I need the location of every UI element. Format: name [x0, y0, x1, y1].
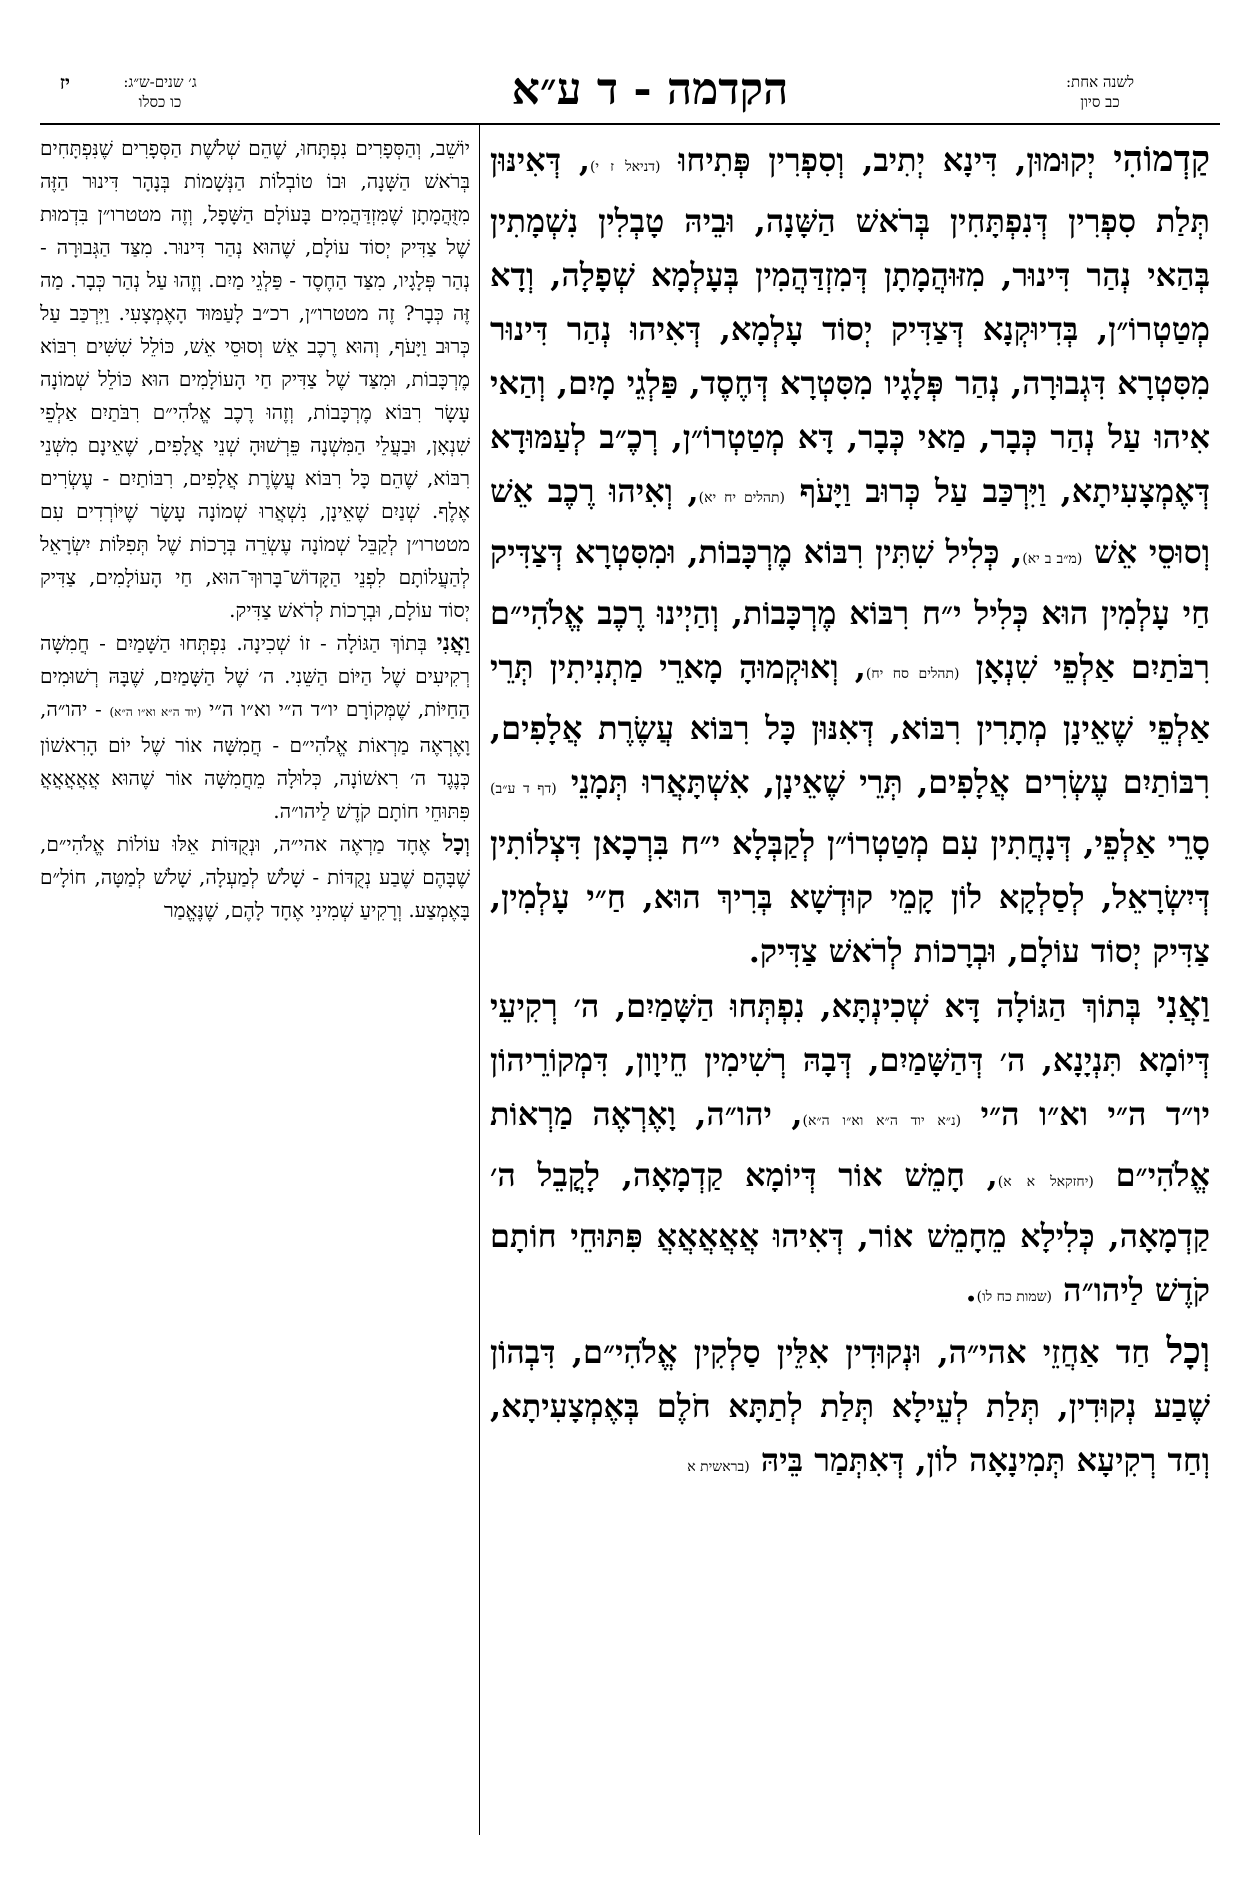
- main-source-ref: (שמות כח לו): [976, 1289, 1053, 1305]
- main-text-span: יְקוּמוּן, דִּינָא יְתִיב, וְסִפְרִין פְּתִיחוּ: [660, 141, 1114, 179]
- main-source-ref: (מ״ב ב יא): [1022, 551, 1083, 567]
- commentary-variant-ref: (יוד ה״א וא״ו ה״א): [109, 705, 202, 719]
- commentary-column: [40, 132, 470, 1832]
- main-text-column: [490, 132, 1210, 1832]
- main-text-span: סָרֵי אַלְפֵי, דְּנָחֲתִין עִם מְטַטְרוֹ״ן לְקַבְּלָא י״ח בִּרְכָאן דִּצְלוֹתִין דְּיִשְׂרָאֵל, לְסַלְקָא לוֹן קָמֵי קוּדְשָׁא בְּרִיךְ הוּא, חַ״י עָלְמִין, צַדִּיק יְסוֹד עוֹלָם, וּבְרָכוֹת לְרֹאשׁ צַדִּיק.: [490, 824, 1210, 970]
- main-text-span: , חָמֵשׁ אוֹר דְּיוֹמָא קַדְמָאָה, לָקֳבֵל ה׳ קַדְמָאָה, כְּלִילָא מֵחָמֵשׁ אוֹר, דְּאִיהוּ אֲאֲאֲאֲאֲ פִּתּוּחֵי חוֹתָם קֹדֶשׁ לַיהו״ה: [490, 1156, 1210, 1309]
- main-source-ref: (יחזקאל א א): [997, 1174, 1094, 1190]
- header-right-line1: לשנה אחת:: [1066, 73, 1134, 91]
- main-paragraph: [490, 1324, 1210, 1494]
- page-number: יז: [59, 72, 70, 94]
- commentary-lead-word: וְכָל: [442, 831, 470, 857]
- header-right-reading-schedule: [1010, 72, 1190, 122]
- commentary-paragraph: [40, 828, 470, 927]
- main-paragraph: [490, 978, 1210, 1324]
- main-source-ref: (דניאל ז י): [589, 159, 661, 175]
- main-text-span: , יהו״ה, וָאֶרְאֶה מַרְאוֹת אֱלֹהִי״ם: [490, 1095, 1210, 1194]
- main-source-ref: (תהלים יח יא): [698, 490, 785, 506]
- commentary-paragraph: [40, 627, 470, 828]
- main-text-span: , דְּאִינּוּן תְּלַת סִפְרִין דְּנִפְתָּחִין בְּרֹאשׁ הַשָּׁנָה, וּבֵיהּ טָבְלִין נִשְׁמָתִין בְּהַאי נְהַר דִּינוּר, מִזּוּהֲמָתָן דְּמִזְדַּהֲמִין בְּעָלְמָא שְׁפָלָה, וְדָא מְטַטְרוֹ״ן, בְּדִיוּקְנָא דְּצַדִּיק יְסוֹד עָלְמָא, דְּאִיהוּ נְהַר דִּינוּר מִסִּטְרָא דִּגְבוּרָה, נְהַר פְּלָגָיו מִסִּטְרָא דְּחֶסֶד, פַּלְגֵי מָיִם, וְהַאי אִיהוּ עַל נְהַר כְּבָר, מַאי כְּבָר, דָּא מְטַטְרוֹ״ן, רְכֶ״ב לְעַמּוּדָא דְּאֶמְצָעִיתָא, וַיִּרְכַּב עַל כְּרוּב וַיָּעֹף: [490, 141, 1210, 510]
- main-text-span: .: [965, 1271, 977, 1309]
- main-source-ref: (בראשית א: [687, 1459, 750, 1475]
- main-source-ref: (תהלים סח יח): [865, 666, 960, 682]
- column-divider: [479, 125, 480, 1835]
- header-divider: [40, 123, 1220, 125]
- commentary-paragraph: [40, 132, 470, 627]
- main-source-ref: (נ״א יוד ה״א וא״ו ה״א): [802, 1113, 962, 1129]
- commentary-text-span: יוֹשֵׁב, וְהַסְּפָרִים נִפְתָּחוּ, שֶׁהֵם שְׁלֹשֶׁת הַסְּפָרִים שֶׁנִּפְתָּחִים בְּרֹאשׁ הַשָּׁנָה, וּבוֹ טוֹבְלוֹת הַנְּשָׁמוֹת בְּנָהָר דִּינוּר הַזֶּה מִזֻּהֲמָתָן שֶׁמִּזְדַּהֲמִים בָּעוֹלָם הַשָּׁפָל, וְזֶה מטטרו״ן בִּדְמוּת שֶׁל צַדִּיק יְסוֹד עוֹלָם, שֶׁהוּא נְהַר דִּינוּר. מִצַּד הַגְּבוּרָה - נְהַר פְּלָגָיו, מִצַּד הַחֶסֶד - פַּלְגֵי מַיִם. וְזֶהוּ עַל נְהַר כְּבָר. מַה זֶּה כְּבָר? זֶה מטטרו״ן, רכ״ב לָעַמּוּד הָאֶמְצָעִי. וַיִּרְכַּב עַל כְּרוּב וַיָּעֹף, וְהוּא רֶכֶב אֵשׁ וְסוּסֵי אֵשׁ, כּוֹלֵל שִׁשִּׁים רִבּוֹא מֶרְכָּבוֹת, וּמִצַּד שֶׁל צַדִּיק חַי הָעוֹלָמִים הוּא כּוֹלֵל שְׁמוֹנָה עָשָׂר רִבּוֹא מֶרְכָּבוֹת, וְזֶהוּ רֶכֶב אֱלֹהִי״ם רִבֹּתַיִם אַלְפֵי שִׁנְאָן, וּבַעֲלֵי הַמִּשְׁנָה פֵּרְשׁוּהָ שְׁנֵי אֲלָפִים, שֶׁאֵינָם מִשְּׁנֵי רִבּוֹא, שֶׁהֵם כָּל רִבּוֹא עֲשֶׂרֶת אֲלָפִים, רִבּוֹתַיִם - עֶשְׂרִים אֶלֶף. שְׁנַיִם שֶׁאֵינָן, נִשְׁאֲרוּ שְׁמוֹנָה עָשָׂר שֶׁיּוֹרְדִים עִם מטטרו״ן לְקַבֵּל שְׁמוֹנָה עֶשְׂרֵה בְּרָכוֹת שֶׁל תְּפִלּוֹת יִשְׂרָאֵל לְהַעֲלוֹתָם לִפְנֵי הַקָּדוֹשׁ־בָּרוּךְ־הוּא, חַי הָעוֹלָמִים, צַדִּיק יְסוֹד עוֹלָם, וּבְרָכוֹת לְרֹאשׁ צַדִּיק.: [40, 136, 470, 622]
- commentary-lead-word: וַאֲנִי: [436, 630, 470, 656]
- main-paragraph: [490, 132, 1210, 978]
- header-left-line2: כו כסלו: [138, 93, 182, 111]
- commentary-text-span: בְּתוֹךְ הַגּוֹלָה - זוֹ שְׁכִינָה. נִפְתְּחוּ הַשָּׁמַיִם - חֲמִשָּׁה רְקִיעִים שֶׁל הַיּוֹם הַשֵּׁנִי. ה׳ שֶׁל הַשָּׁמַיִם, שֶׁבָּהּ רְשׁוּמִים הַחַיּוֹת, שֶׁמְּקוֹרָם יו״ד ה״י וא״ו ה״י: [40, 631, 470, 721]
- header-left-reading-schedule: [70, 72, 250, 122]
- main-text-span: , כְּלִיל שִׁתִּין רִבּוֹא מֶרְכָּבוֹת, וּמִסִּטְרָא דְּצַדִּיק חַי עָלְמִין הוּא כְּלִיל י״ח רִבּוֹא מֶרְכָּבוֹת, וְהַיְינוּ רֶכֶב אֱלֹהִי״ם רִבֹּתַיִם אַלְפֵי שִׁנְאָן: [490, 533, 1210, 686]
- main-lead-word: קַדְמוֹהִי: [1113, 138, 1210, 180]
- main-lead-word: וְכָל: [1166, 1330, 1210, 1372]
- main-text-span: , וְאוּקְמוּהָ מָארֵי מַתְנִיתִין תְּרֵי אַלְפֵי שֶׁאֵינָן מְתָרִין רִבּוֹא, דְּאִנּוּן כָּל רִבּוֹא עֲשֶׂרֶת אֲלָפִים, רִבּוֹתַיִם עֶשְׂרִים אֲלָפִים, תְּרֵי שֶׁאֵינָן, אִשְׁתָּאֲרוּ תְּמָנֵי: [490, 648, 1210, 801]
- main-page-ref: (דף ד ע״ב): [490, 781, 557, 797]
- main-lead-word: וַאֲנִי: [1156, 984, 1210, 1026]
- page-title: הקדמה - ד ע״א: [511, 64, 789, 115]
- commentary-text-span: אֶחָד מַרְאֶה אהי״ה, וּנְקֻדּוֹת אֵלּוּ עוֹלוֹת אֱלֹהִי״ם, שֶׁבָּהֶם שֶׁבַע נְקֻדּוֹת - שָׁלֹשׁ לְמַעְלָה, שָׁלֹשׁ לְמַטָּה, חוֹלָ״ם בָּאֶמְצַע. וְרָקִיעַ שְׁמִינִי אֶחָד לָהֶם, שֶׁנֶּאֱמַר: [40, 832, 470, 922]
- main-text-span: , וְאִיהוּ רֶכֶב אֵשׁ וְסוּסֵי אֵשׁ: [490, 472, 1210, 571]
- header-left-line1: ג׳ שנים-ש״ג:: [123, 73, 197, 91]
- main-text-span: בְּתוֹךְ הַגּוֹלָה דָּא שְׁכִינְתָּא, נִפְתְּחוּ הַשָּׁמַיִם, ה׳ רְקִיעֵי דְּיוֹמָא תִּנְיָנָא, ה׳ דְּהַשָּׁמַיִם, דְּבָהּ רְשִׁימִין חֵיוָון, דִּמְקוֹרֵיהוֹן יו״ד ה״י וא״ו ה״י: [490, 987, 1210, 1133]
- main-text-span: חַד אַחֲזֵי אהי״ה, וּנְקוּדִין אִלֵּין סַלְקִין אֱלֹהִי״ם, דִּבְהוֹן שֶׁבַע נְקוּדִין, תְּלַת לְעֵילָא תְּלַת לְתַתָּא חֹלֶם בְּאֶמְצָעִיתָא, וְחַד רְקִיעָא תְּמִינָאָה לוֹן, דְּאִתְּמַר בֵּיהּ: [490, 1333, 1210, 1479]
- commentary-text-span: - יהו״ה, וָאֶרְאֶה מַרְאוֹת אֱלֹהִי״ם - חֲמִשָּׁה אוֹר שֶׁל יוֹם הָרִאשׁוֹן כְּנֶגֶד ה׳ רִאשׁוֹנָה, כְּלוּלָה מֵחֲמִשָּׁה אוֹר שֶׁהוּא אֲאֲאֲאֲאֲ פִּתּוּחֵי חוֹתָם קֹדֶשׁ לַיהו״ה.: [40, 697, 470, 823]
- header-right-line2: כב סיון: [1080, 93, 1120, 111]
